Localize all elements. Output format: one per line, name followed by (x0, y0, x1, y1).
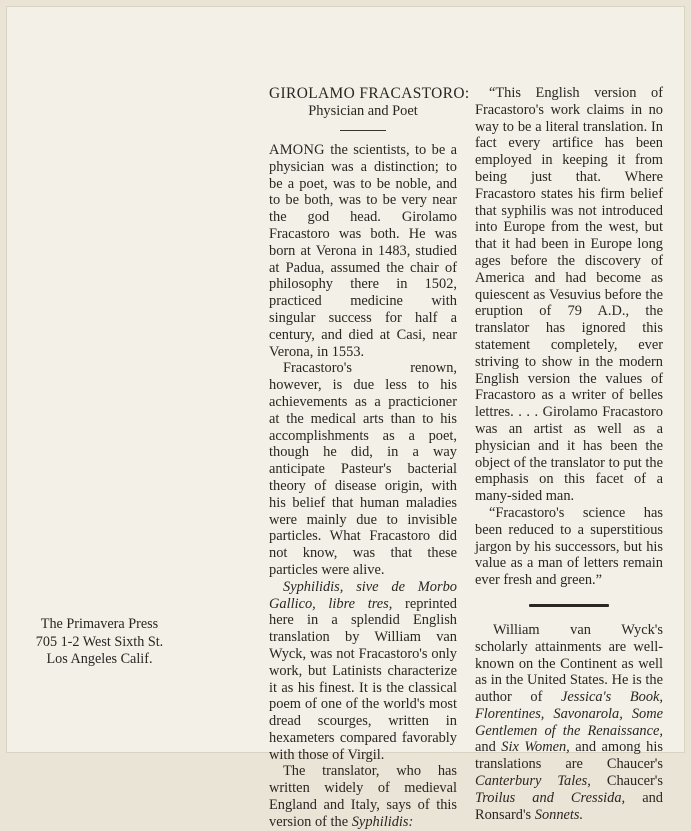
bio-text-a: William van Wyck's scholarly attainments are well-known on the Continent as well as in the United States. He is the author of (475, 621, 663, 706)
paragraph-4 (269, 763, 457, 830)
paragraph-1-text: the scientists, to be a physician was a distinction; to be a poet, was to be noble, and to be both, was to be very near the god head. Girolamo Fracastoro was both. He was born at Verona in 1483, studied at Padua, assumed the chair of philosophy there in 1502, practiced medicine with singular success for half a century, and died at Casi, near Verona, in 1553. (269, 142, 457, 360)
imprint-line-1: The Primavera Press (40, 616, 159, 632)
section-rule (529, 604, 609, 607)
article-title: GIROLAMO FRACASTORO: (269, 85, 470, 102)
bio-works: Jessica's Book, Florentines, Savonarola, Some Gentlemen of the Renaissance, (475, 689, 663, 739)
bio-work-troilus: Troilus and Cressida, (475, 789, 626, 806)
title-rule (340, 130, 386, 131)
paragraph-3-text: reprinted here in a splendid English translation by William van Wyck, was not Fracastoro's only work, but Latinists characterize it as his finest. It is the classical poem of one of the world's most dread scourges, written in hexameters compared favorably with those of Virgil. (269, 595, 457, 763)
bio-work-sonnets: Sonnets. (534, 806, 584, 823)
work-title: Syphilidis, sive de Morbo Gallico, libre tres, (269, 578, 457, 612)
page-sheet (6, 6, 685, 830)
bio-text-g: Chaucer's (590, 773, 663, 790)
paragraph-2: Fracastoro's renown, however, is due less to his achievements as a practicioner at the medical arts than to his accomplishments as a poet, though he did, in a way anticipate Pasteur's bacterial theory of disease origin, with his belief that human maladies were mainly due to invisible particles. What Fracastoro did not know, was that these particles were alive. (269, 360, 457, 578)
bio-work-six-women: Six Women, (501, 739, 570, 756)
bio-text-i: and Ronsard's (475, 789, 663, 823)
quote-paragraph-1: “This English version of Fracastoro's work claims in no way to be a literal translation. In fact every artifice has been employed in keeping it from being just that. Where Fracastoro states his firm belief that syphilis was not introduced into Europe from the west, but that it had been in Europe long ages before the discovery of America and had become as quiescent as Vesuvius before the eruption of 79 A.D., the translator has ignored this statement completely, ever striving to show in the modern English version the values of Fracastoro as a writer of belles lettres. . . . Girolamo Fracastoro was an artist as well as a physician and it has been the object of the translator to put the emphasis on this facet of a many-sided man. (475, 85, 663, 505)
paragraph-1 (269, 142, 457, 360)
middle-column (269, 85, 470, 831)
imprint-line-2: 705 1-2 West Sixth St. (35, 633, 164, 650)
publisher-imprint (27, 616, 172, 669)
translator-bio (475, 622, 663, 824)
bio-text-e: and among his translations are Chaucer's (475, 739, 663, 773)
imprint-line-3: Los Angeles Calif. (46, 651, 153, 667)
drop-word: AMONG (269, 142, 325, 158)
bio-work-canterbury: Canterbury Tales, (475, 773, 591, 790)
quote-paragraph-2: “Fracastoro's science has been reduced to a superstitious jargon by his successors, but his value as a man of letters remain ever fresh and green.” (475, 504, 663, 589)
right-column (475, 85, 663, 823)
article-subtitle: Physician and Poet (308, 103, 418, 119)
paragraph-3 (269, 579, 457, 764)
paragraph-4-text: The translator, who has written widely of medieval England and Italy, says of this version of the (269, 763, 457, 830)
bio-text-c: and (475, 739, 502, 756)
paragraph-4-work-title: Syphilidis: (351, 813, 414, 830)
